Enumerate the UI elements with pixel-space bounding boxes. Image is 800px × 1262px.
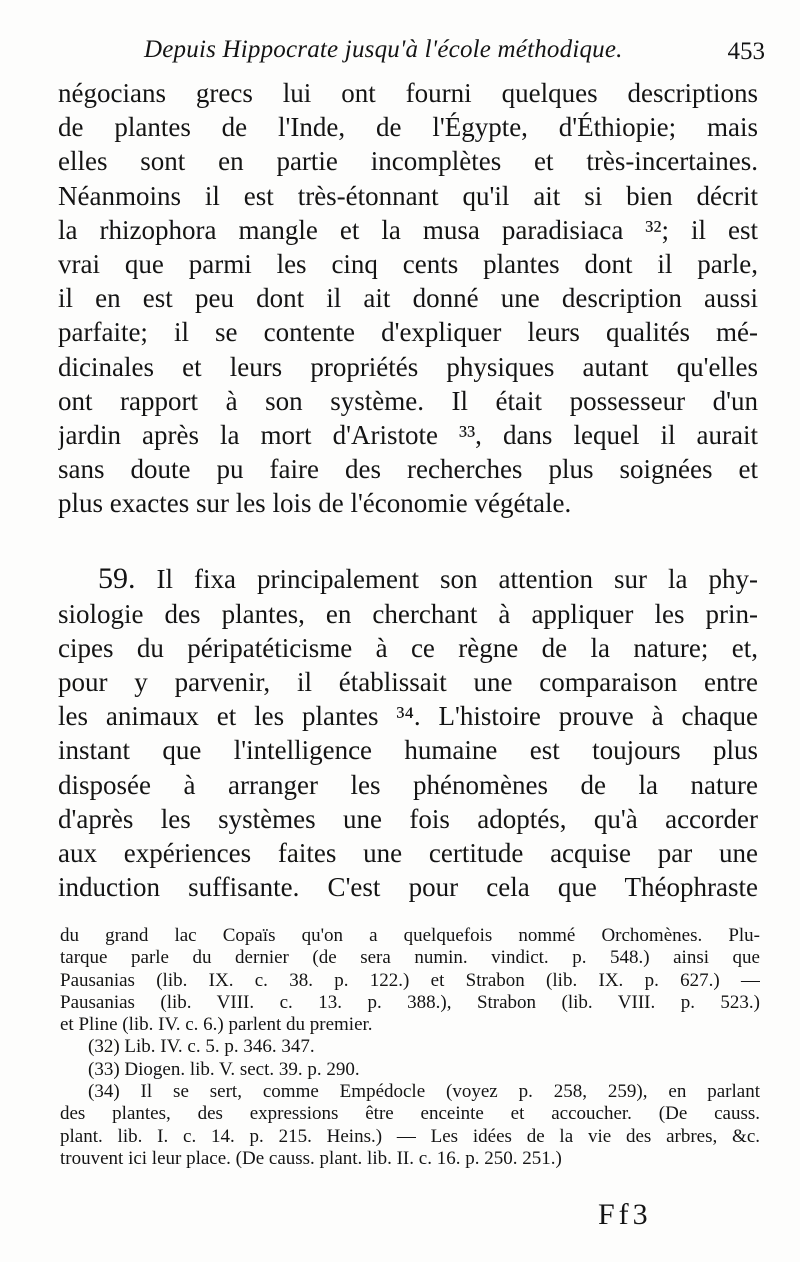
text-line: siologie des plantes, en cherchant à appliquer les prin- xyxy=(58,598,758,629)
footnote-34: (34) Il se sert, comme Empédocle (voyez p. 258, 259), en parlant xyxy=(88,1081,760,1103)
signature-mark: Ff3 xyxy=(598,1198,652,1231)
footnote-line: trouvent ici leur place. (De causs. plant. lib. II. c. 16. p. 250. 251.) xyxy=(60,1147,562,1169)
footnote-line: du grand lac Copaïs qu'on a quelquefois nommé Orchomènes. Plu- xyxy=(60,925,760,946)
paragraph-59-opening: Il fixa principalement son attention sur la phy- xyxy=(156,564,758,595)
text-line: d'après les systèmes une fois adoptés, qu'à accorder xyxy=(58,803,758,834)
text-line: parfaite; il se contente d'expliquer leurs qualités mé- xyxy=(58,317,758,348)
footnote-line: Pausanias (lib. VIII. c. 13. p. 388.), Strabon (lib. VIII. p. 523.) xyxy=(60,991,760,1013)
footnotes xyxy=(60,925,760,1170)
footnote-line: Pausanias (lib. IX. c. 38. p. 122.) et Strabon (lib. IX. p. 627.) — xyxy=(60,969,760,991)
text-line: jardin après la mort d'Aristote ³³, dans lequel il aurait xyxy=(58,419,758,450)
footnote-33: (33) Diogen. lib. V. sect. 39. p. 290. xyxy=(88,1058,360,1080)
text-line: négocians grecs lui ont fourni quelques descriptions xyxy=(58,78,758,108)
footnote-line: tarque parle du dernier (de sera numin. vindict. p. 548.) ainsi que xyxy=(60,947,760,969)
text-line: dicinales et leurs propriétés physiques autant qu'elles xyxy=(58,351,758,382)
paragraph-59-first-line xyxy=(58,562,758,596)
text-line: les animaux et les plantes ³⁴. L'histoire prouve à chaque xyxy=(58,701,758,732)
text-line: de plantes de l'Inde, de l'Égypte, d'Éthiopie; mais xyxy=(58,112,758,143)
running-header xyxy=(60,34,765,70)
text-line: instant que l'intelligence humaine est toujours plus xyxy=(58,735,758,766)
text-line: Néanmoins il est très-étonnant qu'il ait si bien décrit xyxy=(58,180,758,211)
running-title: Depuis Hippocrate jusqu'à l'école méthodique. xyxy=(144,36,623,63)
text-line: cipes du péripatéticisme à ce règne de la nature; et, xyxy=(58,632,758,663)
text-line: la rhizophora mangle et la musa paradisiaca ³²; il est xyxy=(58,214,758,245)
footnote-32: (32) Lib. IV. c. 5. p. 346. 347. xyxy=(88,1036,315,1058)
paragraph-number: 59. xyxy=(98,562,136,596)
page-number: 453 xyxy=(727,38,765,65)
paragraph-gap xyxy=(58,520,758,562)
footnote-line: plant. lib. I. c. 14. p. 215. Heins.) — Les idées de la vie des arbres, &c. xyxy=(60,1125,760,1147)
text-line: il en est peu dont il ait donné une description aussi xyxy=(58,283,758,314)
text-line: induction suffisante. C'est pour cela que Théophraste xyxy=(58,872,758,903)
text-line: ont rapport à son système. Il était possesseur d'un xyxy=(58,385,758,416)
text-line: pour y parvenir, il établissait une comparaison entre xyxy=(58,667,758,697)
text-line: disposée à arranger les phénomènes de la nature xyxy=(58,769,758,800)
main-text xyxy=(58,76,758,904)
footnote-line: des plantes, des expressions être enceinte et accoucher. (De causs. xyxy=(60,1103,760,1125)
text-line: vrai que parmi les cinq cents plantes dont il parle, xyxy=(58,248,758,279)
text-line: aux expériences faites une certitude acquise par une xyxy=(58,837,758,868)
footnote-line: et Pline (lib. IV. c. 6.) parlent du premier. xyxy=(60,1014,373,1036)
text-line: elles sont en partie incomplètes et très-incertaines. xyxy=(58,146,758,177)
text-line: plus exactes sur les lois de l'économie végétale. xyxy=(58,488,572,519)
text-line: sans doute pu faire des recherches plus soignées et xyxy=(58,454,758,485)
